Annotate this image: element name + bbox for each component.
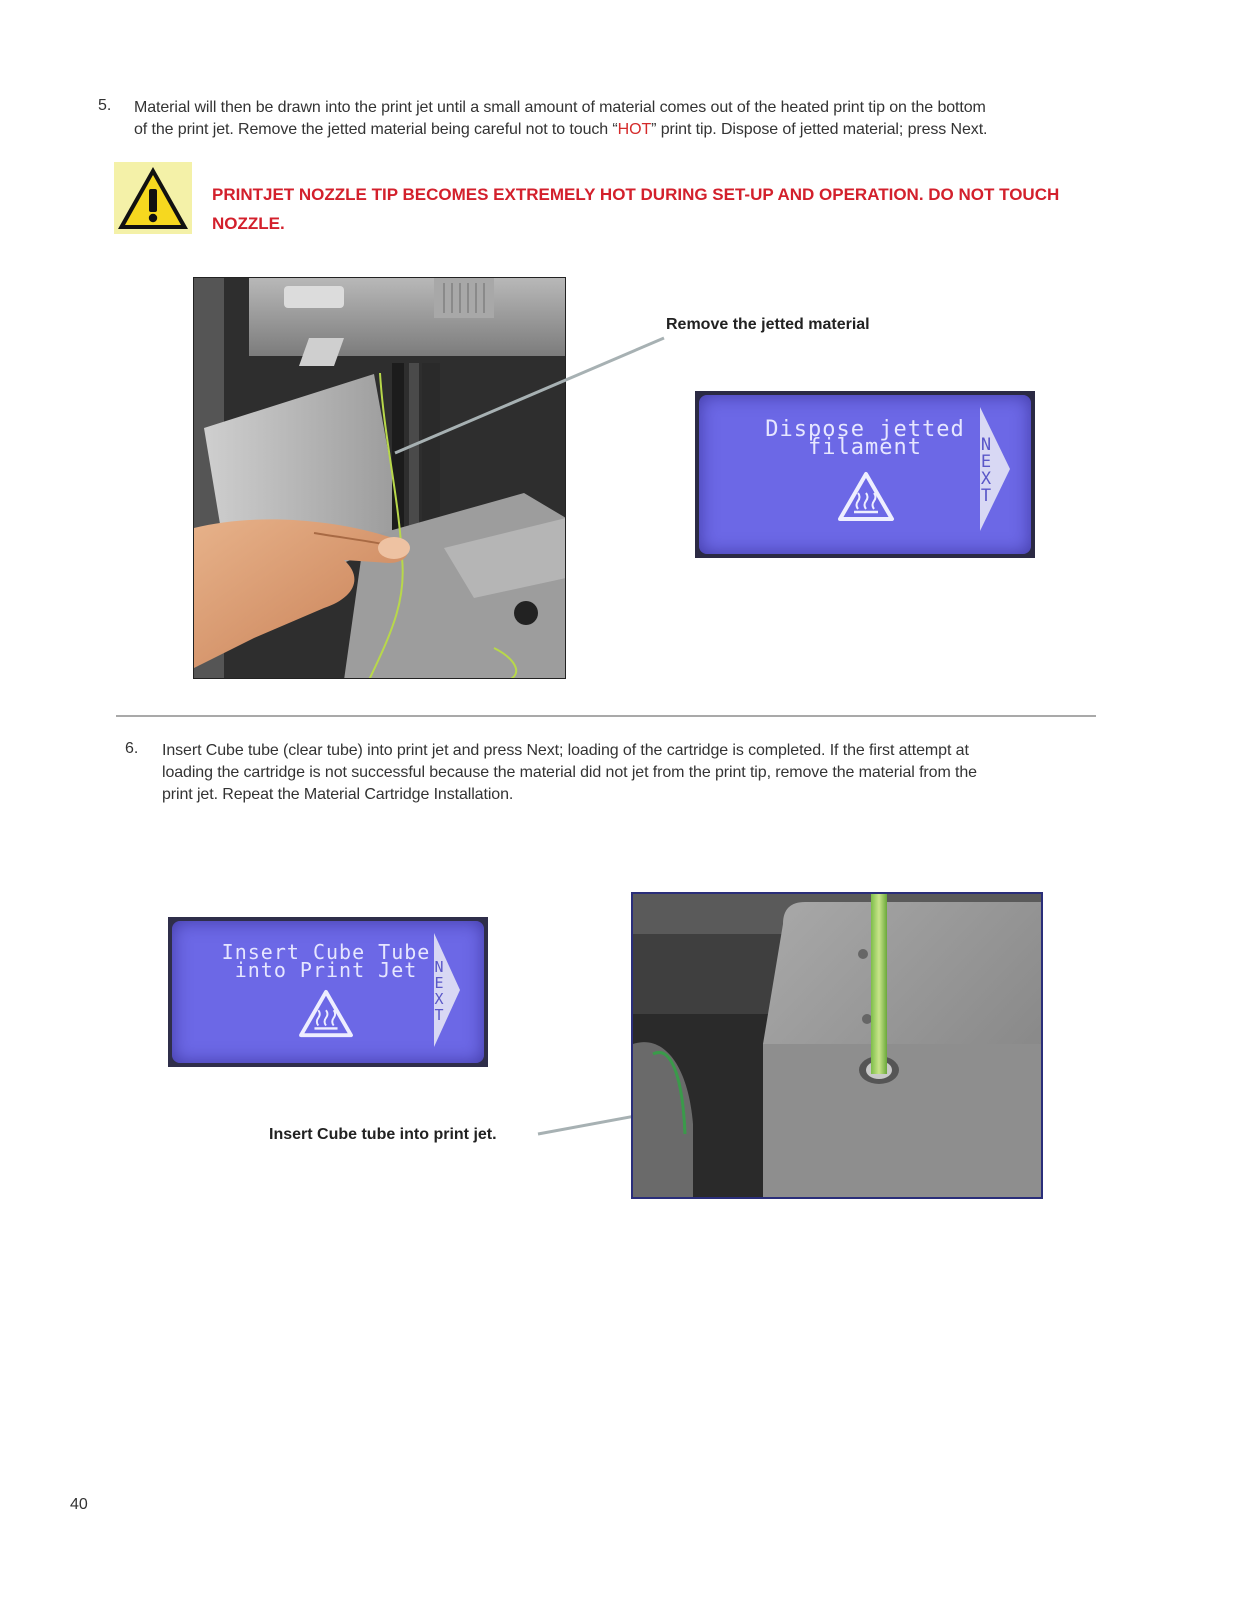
section-divider	[116, 715, 1096, 717]
step-5-line-2	[134, 119, 1134, 141]
lcd-screen-insert	[168, 917, 488, 1067]
hot-word: HOT	[617, 121, 652, 138]
step-6-line-1: Insert Cube tube (clear tube) into print jet and press Next; loading of the cartridge is completed. If the first attempt at	[162, 742, 969, 759]
warning-line-1: PRINTJET NOZZLE TIP BECOMES EXTREMELY HOT DURING SET-UP AND OPERATION. DO NOT TOUCH	[212, 185, 1060, 204]
photo-remove-material	[193, 277, 566, 679]
hot-surface-icon-2	[298, 989, 354, 1043]
lcd-next-label-2: NEXT	[434, 958, 444, 1024]
step-5-line-1: Material will then be drawn into the print jet until a small amount of material comes out of the heated print tip on the bottom	[134, 99, 986, 116]
step-5-line-2-start: of the print jet. Remove the jetted material being careful not to touch “	[134, 121, 618, 138]
step-6-text	[162, 740, 1122, 806]
lcd-next-arrow-2	[432, 931, 462, 1049]
lcd-screen-dispose	[695, 391, 1035, 558]
photo-insert-tube	[631, 892, 1043, 1199]
warning-line-2: NOZZLE.	[212, 214, 285, 233]
step-5-line-2-end: ” print tip. Dispose of jetted material; press Next.	[651, 121, 988, 138]
lcd-dispose-line-2: filament	[808, 435, 922, 460]
step-5-text	[134, 97, 1134, 141]
photo-remove-material-illustration	[194, 278, 566, 679]
lcd-next-label: NEXT	[980, 435, 992, 506]
callout-remove-material: Remove the jetted material	[666, 316, 870, 333]
lcd-dispose-line-1: Dispose jetted	[765, 417, 965, 442]
callout-insert-tube: Insert Cube tube into print jet.	[269, 1126, 497, 1143]
step-6-line-2: loading the cartridge is not successful because the material did not jet from the print tip, remove the material from the	[162, 764, 977, 781]
lcd-insert-line-2: into Print Jet	[234, 958, 418, 982]
lcd-next-arrow	[978, 405, 1012, 533]
step-5-number: 5.	[98, 97, 112, 114]
lcd-dispose-text	[755, 417, 975, 460]
lcd-insert-text	[216, 940, 436, 982]
page-number: 40	[70, 1496, 88, 1513]
hot-surface-icon	[837, 471, 895, 527]
photo-insert-tube-illustration	[633, 894, 1041, 1197]
warning-text	[212, 180, 1132, 238]
step-6-line-3: print jet. Repeat the Material Cartridge Installation.	[162, 786, 514, 803]
step-6-number: 6.	[125, 740, 139, 757]
lcd-insert-line-1: Insert Cube Tube	[221, 940, 431, 964]
warning-triangle-icon	[114, 162, 192, 234]
